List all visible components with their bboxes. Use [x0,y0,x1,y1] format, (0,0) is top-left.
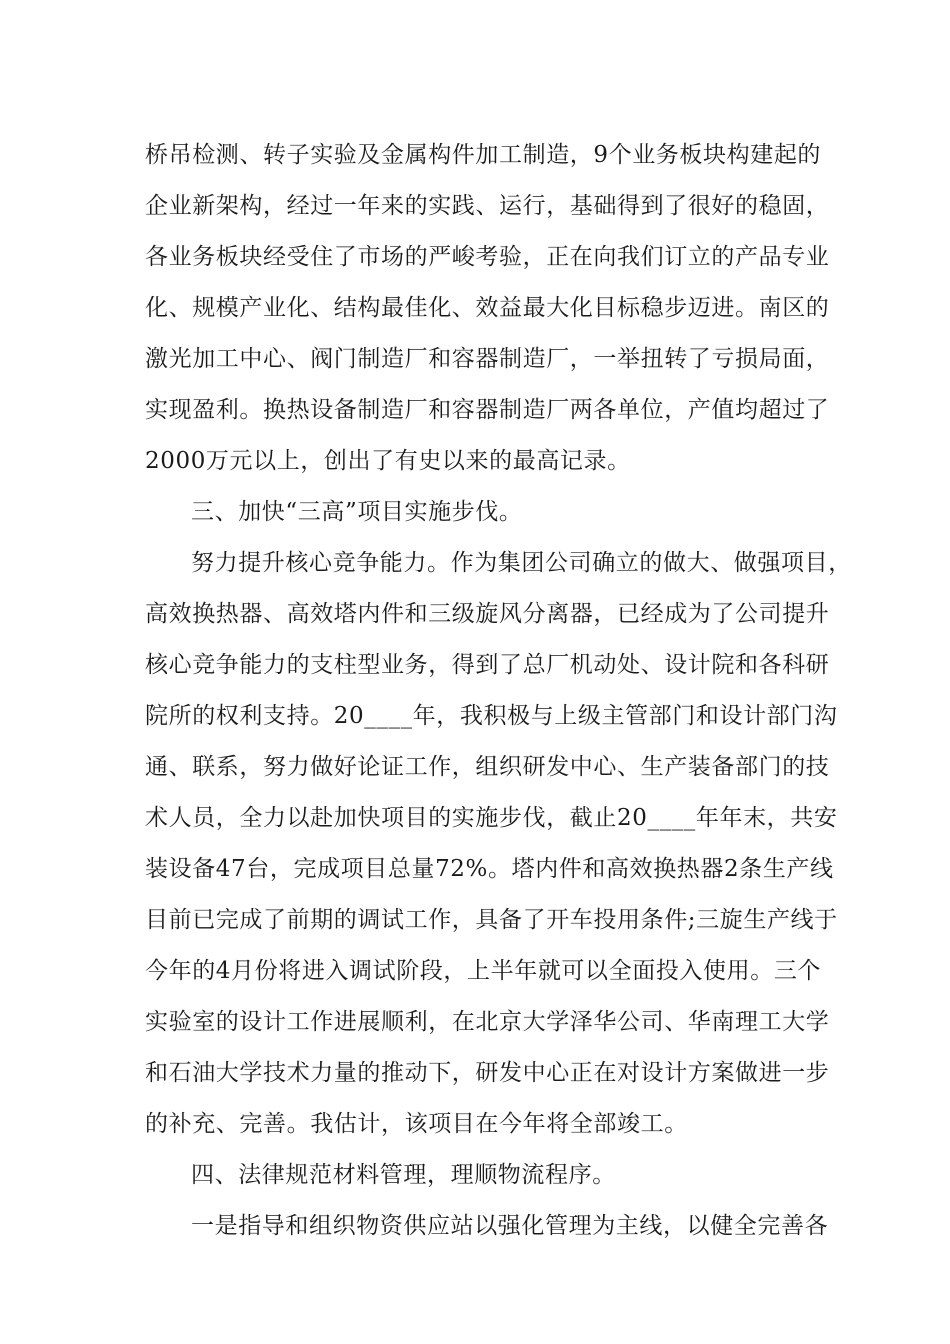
text-line: 桥吊检测、转子实验及金属构件加工制造，9个业务板块构建起的 [145,142,822,168]
text-line: 三、加快“三高”项目实施步伐。 [191,499,523,525]
text-line: 和石油大学技术力量的推动下，研发中心正在对设计方案做进一步 [145,1060,830,1086]
text-line: 四、法律规范材料管理，理顺物流程序。 [191,1162,616,1188]
text-line: 努力提升核心竞争能力。作为集团公司确立的做大、做强项目， [191,550,852,576]
text-line: 激光加工中心、阀门制造厂和容器制造厂，一举扭转了亏损局面， [145,346,830,372]
text-line: 术人员，全力以赴加快项目的实施步伐，截止20____年年末，共安 [145,805,838,831]
text-line: 各业务板块经受住了市场的严峻考验，正在向我们订立的产品专业 [145,244,830,270]
text-line: 企业新架构，经过一年来的实践、运行，基础得到了很好的稳固， [145,193,830,219]
text-line: 化、规模产业化、结构最佳化、效益最大化目标稳步迈进。南区的 [145,295,830,321]
text-line: 通、联系，努力做好论证工作，组织研发中心、生产装备部门的技 [145,754,830,780]
text-line: 院所的权利支持。20____年，我积极与上级主管部门和设计部门沟 [145,703,838,729]
text-line: 装设备47台，完成项目总量72%。塔内件和高效换热器2条生产线 [145,856,834,882]
text-line: 目前已完成了前期的调试工作，具备了开车投用条件;三旋生产线于 [145,907,838,933]
text-line: 2000万元以上，创出了有史以来的最高记录。 [145,448,631,474]
text-line: 今年的4月份将进入调试阶段，上半年就可以全面投入使用。三个 [145,958,822,984]
text-line: 高效换热器、高效塔内件和三级旋风分离器，已经成为了公司提升 [145,601,830,627]
text-line: 核心竞争能力的支柱型业务，得到了总厂机动处、设计院和各科研 [145,652,830,678]
text-line: 实验室的设计工作进展顺利，在北京大学泽华公司、华南理工大学 [145,1009,830,1035]
text-line: 实现盈利。换热设备制造厂和容器制造厂两各单位，产值均超过了 [145,397,830,423]
text-line: 一是指导和组织物资供应站以强化管理为主线，以健全完善各 [191,1213,829,1239]
document-body [145,130,852,1252]
text-line: 的补充、完善。我估计，该项目在今年将全部竣工。 [145,1111,688,1137]
